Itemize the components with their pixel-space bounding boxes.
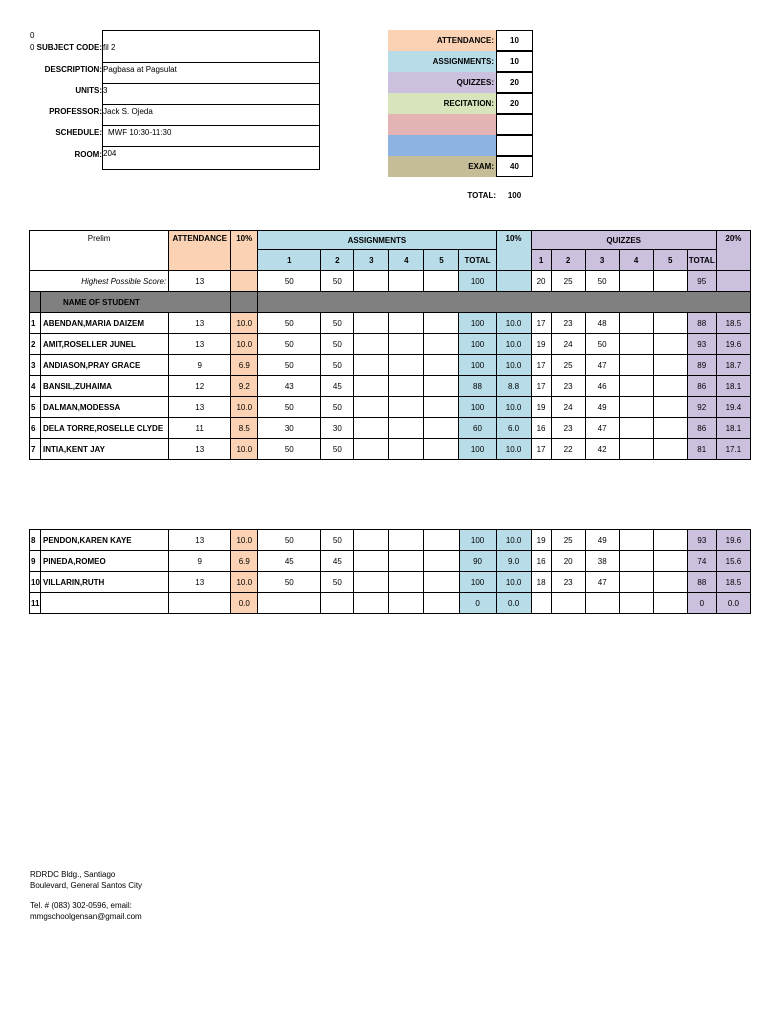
quiz-score — [653, 593, 687, 614]
attendance-header: ATTENDANCE — [169, 231, 231, 271]
assignment-total: 100 — [459, 530, 496, 551]
student-name: AMIT,ROSELLER JUNEL — [41, 334, 169, 355]
attendance-score: 9 — [169, 551, 231, 572]
assignment-score: 45 — [321, 376, 354, 397]
legend-label: ASSIGNMENTS: — [432, 57, 494, 66]
quizzes-header: QUIZZES — [531, 231, 716, 250]
description-label: DESCRIPTION: — [44, 65, 102, 74]
quiz-score — [619, 530, 653, 551]
hps-quiz: 50 — [585, 271, 619, 292]
quiz-percent: 15.6 — [716, 551, 750, 572]
assignment-score — [354, 397, 389, 418]
row-number: 4 — [30, 376, 41, 397]
assignment-total: 100 — [459, 572, 496, 593]
quiz-score: 49 — [585, 530, 619, 551]
assignment-score — [389, 439, 424, 460]
term-label: Prelim — [30, 231, 169, 271]
quiz-score — [653, 397, 687, 418]
quiz-score: 46 — [585, 376, 619, 397]
row-number: 10 — [30, 572, 41, 593]
assignment-percent: 0.0 — [496, 593, 531, 614]
hps-assignment — [389, 271, 424, 292]
student-row — [30, 530, 751, 551]
quiz-score: 47 — [585, 355, 619, 376]
quiz-score — [619, 334, 653, 355]
assignment-score — [258, 593, 321, 614]
room-value: 204 — [103, 149, 117, 158]
assignment-score — [424, 593, 459, 614]
attendance-percent: 9.2 — [231, 376, 258, 397]
quiz-score — [619, 397, 653, 418]
schedule-label: SCHEDULE: — [55, 128, 102, 137]
quiz-total: 0 — [687, 593, 716, 614]
student-name: ABENDAN,MARIA DAIZEM — [41, 313, 169, 334]
quiz-percent: 19.4 — [716, 397, 750, 418]
assignment-score — [354, 593, 389, 614]
quiz-score: 22 — [551, 439, 585, 460]
quiz-score — [653, 530, 687, 551]
assignment-score: 50 — [258, 572, 321, 593]
assignment-number: 5 — [424, 250, 459, 271]
address-line: RDRDC Bldg., Santiago — [30, 870, 116, 879]
assignment-number: 4 — [389, 250, 424, 271]
hps-assignment-total: 100 — [459, 271, 496, 292]
quiz-total: 88 — [687, 313, 716, 334]
assignment-score: 30 — [258, 418, 321, 439]
row-number: 5 — [30, 397, 41, 418]
assignment-score — [424, 334, 459, 355]
student-name: VILLARIN,RUTH — [41, 572, 169, 593]
quiz-score — [653, 355, 687, 376]
assignment-score: 50 — [321, 397, 354, 418]
assignments-percent-header: 10% — [496, 231, 531, 271]
assignment-score: 50 — [258, 397, 321, 418]
assignment-score — [354, 418, 389, 439]
quiz-score — [619, 355, 653, 376]
legend-total-label: TOTAL: — [467, 191, 496, 200]
quiz-total: 81 — [687, 439, 716, 460]
assignment-score — [354, 334, 389, 355]
hps-quiz-percent — [716, 271, 750, 292]
student-row — [30, 376, 751, 397]
student-row — [30, 418, 751, 439]
assignment-score: 30 — [321, 418, 354, 439]
row-number: 11 — [30, 593, 41, 614]
legend-value: 20 — [496, 72, 533, 93]
student-row — [30, 313, 751, 334]
row-number: 7 — [30, 439, 41, 460]
legend-value: 20 — [496, 93, 533, 114]
assignment-score: 50 — [321, 355, 354, 376]
attendance-score: 9 — [169, 355, 231, 376]
quiz-total: 88 — [687, 572, 716, 593]
name-of-student-header: NAME OF STUDENT — [41, 292, 231, 313]
legend-swatch — [388, 156, 496, 177]
quiz-score: 18 — [531, 572, 551, 593]
student-name: PENDON,KAREN KAYE — [41, 530, 169, 551]
student-row — [30, 397, 751, 418]
assignments-header: ASSIGNMENTS — [258, 231, 496, 250]
assignment-score — [424, 530, 459, 551]
assignment-score — [424, 355, 459, 376]
grade-table-header — [30, 231, 751, 313]
student-row — [30, 551, 751, 572]
legend-value: 40 — [496, 156, 533, 177]
quiz-total: 93 — [687, 334, 716, 355]
hps-quiz: 20 — [531, 271, 551, 292]
grade-table — [29, 230, 751, 460]
quiz-score: 17 — [531, 313, 551, 334]
attendance-percent: 10.0 — [231, 313, 258, 334]
attendance-score: 12 — [169, 376, 231, 397]
assignment-total: 90 — [459, 551, 496, 572]
assignment-score — [424, 313, 459, 334]
attendance-percent: 10.0 — [231, 334, 258, 355]
assignment-score — [354, 376, 389, 397]
assignment-percent: 10.0 — [496, 530, 531, 551]
assignment-total: 0 — [459, 593, 496, 614]
quiz-score: 50 — [585, 334, 619, 355]
assignment-score — [424, 376, 459, 397]
legend-value: 10 — [496, 30, 533, 51]
quiz-number: 3 — [585, 250, 619, 271]
assignment-score: 50 — [258, 334, 321, 355]
attendance-percent: 10.0 — [231, 439, 258, 460]
legend-swatch — [388, 30, 496, 51]
legend-label: ATTENDANCE: — [436, 36, 494, 45]
quiz-score — [619, 572, 653, 593]
attendance-score: 13 — [169, 572, 231, 593]
assignment-score: 43 — [258, 376, 321, 397]
quiz-score — [619, 439, 653, 460]
quiz-score: 20 — [551, 551, 585, 572]
corner-mark-bottom: 0 — [30, 43, 35, 52]
assignment-score: 45 — [321, 551, 354, 572]
quiz-score: 19 — [531, 334, 551, 355]
attendance-percent: 8.5 — [231, 418, 258, 439]
subject-code-label: SUBJECT CODE: — [36, 43, 102, 52]
student-row — [30, 355, 751, 376]
row-number: 8 — [30, 530, 41, 551]
gray-cell — [231, 292, 258, 313]
attendance-score: 13 — [169, 334, 231, 355]
assignment-score — [389, 418, 424, 439]
assignment-score — [389, 593, 424, 614]
quiz-score — [551, 593, 585, 614]
legend-swatch — [388, 114, 496, 135]
quiz-number: 4 — [619, 250, 653, 271]
quiz-score — [653, 376, 687, 397]
highest-possible-score-row — [30, 271, 751, 292]
student-row — [30, 439, 751, 460]
quiz-total: 93 — [687, 530, 716, 551]
assignment-score — [354, 313, 389, 334]
assignment-score: 50 — [258, 355, 321, 376]
assignment-total: 100 — [459, 397, 496, 418]
quiz-percent: 19.6 — [716, 334, 750, 355]
name-header-row — [30, 292, 751, 313]
student-name: BANSIL,ZUHAIMA — [41, 376, 169, 397]
quiz-percent: 18.5 — [716, 572, 750, 593]
quiz-score: 42 — [585, 439, 619, 460]
row-number: 9 — [30, 551, 41, 572]
assignment-score — [389, 530, 424, 551]
assignment-score — [424, 551, 459, 572]
assignment-score: 50 — [258, 439, 321, 460]
assignment-score — [389, 334, 424, 355]
assignment-percent: 10.0 — [496, 572, 531, 593]
legend-label: QUIZZES: — [456, 78, 494, 87]
legend-value — [496, 114, 533, 135]
assignment-total: 100 — [459, 334, 496, 355]
quiz-score — [619, 376, 653, 397]
quiz-total-header: TOTAL — [687, 250, 716, 271]
assignment-score — [389, 313, 424, 334]
attendance-percent-header: 10% — [231, 231, 258, 271]
quiz-score: 19 — [531, 530, 551, 551]
quiz-score: 24 — [551, 334, 585, 355]
student-name: DALMAN,MODESSA — [41, 397, 169, 418]
school-contact — [30, 900, 142, 922]
row-number: 3 — [30, 355, 41, 376]
assignment-score — [424, 397, 459, 418]
assignment-total-header: TOTAL — [459, 250, 496, 271]
legend-swatch — [388, 135, 496, 156]
student-name: PINEDA,ROMEO — [41, 551, 169, 572]
assignment-score: 50 — [321, 313, 354, 334]
hps-assignment — [424, 271, 459, 292]
quiz-percent: 18.1 — [716, 418, 750, 439]
assignment-percent: 10.0 — [496, 397, 531, 418]
assignment-score: 50 — [258, 530, 321, 551]
legend-total-value: 100 — [507, 191, 522, 200]
quiz-score: 23 — [551, 313, 585, 334]
attendance-percent: 6.9 — [231, 551, 258, 572]
quiz-score: 25 — [551, 530, 585, 551]
assignment-score — [354, 355, 389, 376]
attendance-percent: 10.0 — [231, 530, 258, 551]
hps-quiz-total: 95 — [687, 271, 716, 292]
assignment-score: 50 — [321, 572, 354, 593]
grade-table-continued — [29, 529, 751, 614]
room-label: ROOM: — [74, 150, 102, 159]
assignment-percent: 10.0 — [496, 313, 531, 334]
assignment-score: 50 — [321, 530, 354, 551]
student-row — [30, 334, 751, 355]
quiz-percent: 18.5 — [716, 313, 750, 334]
legend-label: EXAM: — [468, 162, 494, 171]
quiz-percent: 0.0 — [716, 593, 750, 614]
quiz-percent: 19.6 — [716, 530, 750, 551]
assignment-score — [354, 530, 389, 551]
quiz-score: 38 — [585, 551, 619, 572]
assignment-score — [424, 439, 459, 460]
quiz-score — [653, 313, 687, 334]
student-row — [30, 593, 751, 614]
quiz-score: 23 — [551, 418, 585, 439]
quiz-number: 2 — [551, 250, 585, 271]
student-rows-page-1 — [30, 313, 751, 460]
quiz-score — [653, 572, 687, 593]
quiz-score: 23 — [551, 572, 585, 593]
units-label: UNITS: — [75, 86, 102, 95]
attendance-percent: 0.0 — [231, 593, 258, 614]
student-name: ANDIASON,PRAY GRACE — [41, 355, 169, 376]
subject-code-value: fil 2 — [103, 43, 116, 52]
quiz-score — [585, 593, 619, 614]
assignment-total: 100 — [459, 355, 496, 376]
student-name — [41, 593, 169, 614]
hps-assignment: 50 — [321, 271, 354, 292]
assignment-score — [389, 551, 424, 572]
assignment-score: 50 — [321, 334, 354, 355]
attendance-score: 13 — [169, 397, 231, 418]
quiz-percent: 18.7 — [716, 355, 750, 376]
assignment-score — [354, 439, 389, 460]
gray-cell — [30, 292, 41, 313]
assignment-score: 50 — [258, 313, 321, 334]
quizzes-percent-header: 20% — [716, 231, 750, 271]
attendance-score: 13 — [169, 530, 231, 551]
quiz-percent: 17.1 — [716, 439, 750, 460]
legend-value: 10 — [496, 51, 533, 72]
subject-info-divider-1 — [102, 30, 320, 63]
quiz-score — [619, 418, 653, 439]
assignment-score — [389, 572, 424, 593]
student-name: DELA TORRE,ROSELLE CLYDE — [41, 418, 169, 439]
contact-line: Tel. # (083) 302-0596, email: — [30, 901, 132, 910]
quiz-total: 86 — [687, 376, 716, 397]
quiz-score — [653, 418, 687, 439]
gray-cell — [258, 292, 751, 313]
assignment-score — [424, 418, 459, 439]
assignment-total: 100 — [459, 313, 496, 334]
assignment-percent: 10.0 — [496, 334, 531, 355]
assignment-number: 1 — [258, 250, 321, 271]
hps-quiz: 25 — [551, 271, 585, 292]
legend-label: RECITATION: — [443, 99, 494, 108]
quiz-score: 49 — [585, 397, 619, 418]
assignment-score — [389, 397, 424, 418]
assignment-score — [389, 376, 424, 397]
hps-assignment: 50 — [258, 271, 321, 292]
attendance-score: 13 — [169, 439, 231, 460]
student-rows-page-2 — [30, 530, 751, 614]
quiz-score — [619, 313, 653, 334]
quiz-score: 48 — [585, 313, 619, 334]
contact-email: mmgschoolgensan@gmail.com — [30, 912, 142, 921]
assignment-percent: 8.8 — [496, 376, 531, 397]
attendance-score: 13 — [169, 313, 231, 334]
quiz-score: 16 — [531, 551, 551, 572]
corner-mark-top: 0 — [30, 31, 35, 40]
legend-swatch — [388, 51, 496, 72]
professor-label: PROFESSOR: — [49, 107, 102, 116]
row-number: 2 — [30, 334, 41, 355]
school-address — [30, 869, 142, 891]
quiz-total: 74 — [687, 551, 716, 572]
quiz-score — [653, 439, 687, 460]
quiz-score — [619, 551, 653, 572]
assignment-score — [389, 355, 424, 376]
assignment-total: 100 — [459, 439, 496, 460]
professor-value: Jack S. Ojeda — [103, 107, 153, 116]
assignment-percent: 10.0 — [496, 439, 531, 460]
quiz-score: 17 — [531, 355, 551, 376]
legend-value — [496, 135, 533, 156]
assignment-percent: 6.0 — [496, 418, 531, 439]
quiz-score: 19 — [531, 397, 551, 418]
quiz-number: 5 — [653, 250, 687, 271]
quiz-score: 23 — [551, 376, 585, 397]
hps-assignment-percent — [496, 271, 531, 292]
quiz-score: 17 — [531, 376, 551, 397]
assignment-number: 3 — [354, 250, 389, 271]
attendance-percent: 6.9 — [231, 355, 258, 376]
row-number: 6 — [30, 418, 41, 439]
student-row — [30, 572, 751, 593]
assignment-number: 2 — [321, 250, 354, 271]
quiz-score — [653, 334, 687, 355]
assignment-score — [424, 572, 459, 593]
hps-quiz — [619, 271, 653, 292]
subject-info-divider-3 — [102, 84, 320, 105]
quiz-total: 89 — [687, 355, 716, 376]
assignment-total: 60 — [459, 418, 496, 439]
hps-attendance: 13 — [169, 271, 231, 292]
assignment-score — [321, 593, 354, 614]
hps-label: Highest Possible Score: — [30, 271, 169, 292]
attendance-score — [169, 593, 231, 614]
attendance-percent: 10.0 — [231, 572, 258, 593]
quiz-number: 1 — [531, 250, 551, 271]
quiz-score — [653, 551, 687, 572]
hps-attendance-percent — [231, 271, 258, 292]
quiz-score: 16 — [531, 418, 551, 439]
quiz-score: 47 — [585, 572, 619, 593]
legend-swatch — [388, 72, 496, 93]
quiz-total: 92 — [687, 397, 716, 418]
student-name: INTIA,KENT JAY — [41, 439, 169, 460]
schedule-value: MWF 10:30-11:30 — [108, 128, 172, 137]
quiz-score — [619, 593, 653, 614]
quiz-score — [531, 593, 551, 614]
description-value: Pagbasa at Pagsulat — [103, 65, 177, 74]
assignment-score: 45 — [258, 551, 321, 572]
hps-assignment — [354, 271, 389, 292]
assignment-score: 50 — [321, 439, 354, 460]
attendance-score: 11 — [169, 418, 231, 439]
legend-swatch — [388, 93, 496, 114]
hps-quiz — [653, 271, 687, 292]
quiz-score: 24 — [551, 397, 585, 418]
units-value: 3 — [103, 86, 108, 95]
assignment-score — [354, 551, 389, 572]
quiz-total: 86 — [687, 418, 716, 439]
assignment-score — [354, 572, 389, 593]
quiz-score: 47 — [585, 418, 619, 439]
address-line: Boulevard, General Santos City — [30, 881, 143, 890]
assignment-total: 88 — [459, 376, 496, 397]
quiz-score: 25 — [551, 355, 585, 376]
assignment-percent: 10.0 — [496, 355, 531, 376]
assignment-percent: 9.0 — [496, 551, 531, 572]
row-number: 1 — [30, 313, 41, 334]
attendance-percent: 10.0 — [231, 397, 258, 418]
quiz-score: 17 — [531, 439, 551, 460]
quiz-percent: 18.1 — [716, 376, 750, 397]
